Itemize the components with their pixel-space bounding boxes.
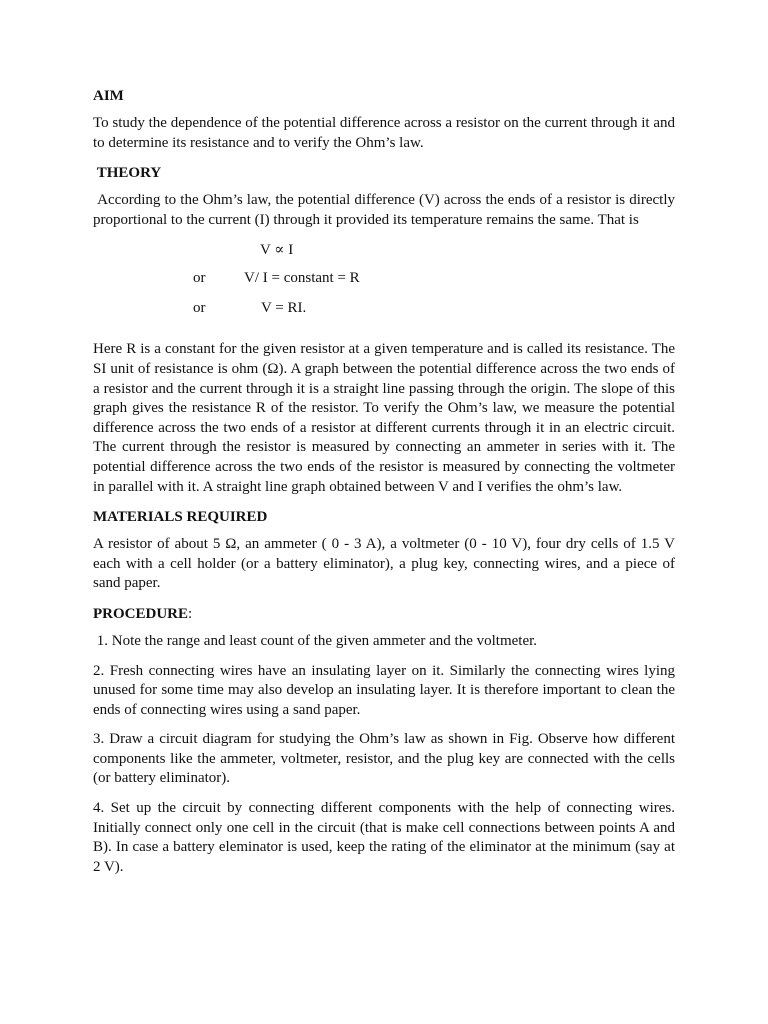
procedure-heading-colon: : [188, 605, 193, 622]
equation-ratio: V/ I = constant = R [244, 270, 360, 287]
materials-heading: MATERIALS REQUIRED [93, 509, 268, 526]
equation-proportional: V ∝ I [260, 242, 294, 259]
theory-intro: According to the Ohm’s law, the potential difference (V) across the ends of a resistor is directly proportional to the current (I) through it provided its temperature remains the same. That is [93, 192, 679, 228]
equation-v-equals-ri: V = RI. [261, 300, 307, 317]
aim-heading: AIM [93, 88, 124, 104]
equation-row-2 [93, 270, 675, 290]
ohms-law-equations [93, 240, 675, 330]
document-page [93, 86, 679, 887]
equation-row-3 [93, 300, 675, 320]
equation-row-1 [93, 240, 675, 260]
theory-heading [93, 163, 675, 183]
procedure-heading [93, 604, 675, 624]
aim-text: To study the dependence of the potential difference across a resistor on the current through it and to determine its resistance and to verify the Ohm’s law. [93, 115, 675, 151]
procedure-step: 3. Draw a circuit diagram for studying the Ohm’s law as shown in Fig. Observe how different components like the ammeter, voltmeter, resistor, and the plug key are connected with the cells (or battery eliminator). [93, 731, 675, 787]
materials-text: A resistor of about 5 Ω, an ammeter ( 0 - 3 A), a voltmeter (0 - 10 V), four dry cells of 1.5 V each with a cell holder (or a battery eliminator), a plug key, connecting wires, and a piece of sand paper. [93, 536, 675, 592]
equation-or-label: or [193, 300, 206, 317]
equation-or-label: or [193, 270, 206, 287]
procedure-step: 4. Set up the circuit by connecting different components with the help of connecting wires. Initially connect only one cell in the circuit (that is make cell connections between points A and B). In case a battery eleminator is used, keep the rating of the eliminator at the minimum (say at 2 V). [93, 800, 675, 875]
procedure-heading-text: PROCEDURE [93, 605, 189, 622]
theory-explanation: Here R is a constant for the given resistor at a given temperature and is called its resistance. The SI unit of resistance is ohm (Ω). A graph between the potential difference across the two ends of a resistor and the current through it is a straight line passing through the origin. The slope of this graph gives the resistance R of the resistor. To verify the Ohm’s law, we measure the potential difference across the two ends of a resistor at different currents through it in an electric circuit. The current through the resistor is measured by connecting an ammeter in series with it. The potential difference across the two ends of the resistor is measured by connecting the voltmeter in parallel with it. A straight line graph obtained between V and I verifies the ohm’s law. [93, 341, 675, 495]
theory-heading-text: THEORY [96, 165, 162, 182]
procedure-step: 2. Fresh connecting wires have an insulating layer on it. Similarly the connecting wires lying unused for some time may also develop an insulating layer. It is therefore important to clean the ends of connecting wires using a sand paper. [93, 662, 675, 718]
procedure-step: 1. Note the range and least count of the given ammeter and the voltmeter. [93, 632, 538, 649]
